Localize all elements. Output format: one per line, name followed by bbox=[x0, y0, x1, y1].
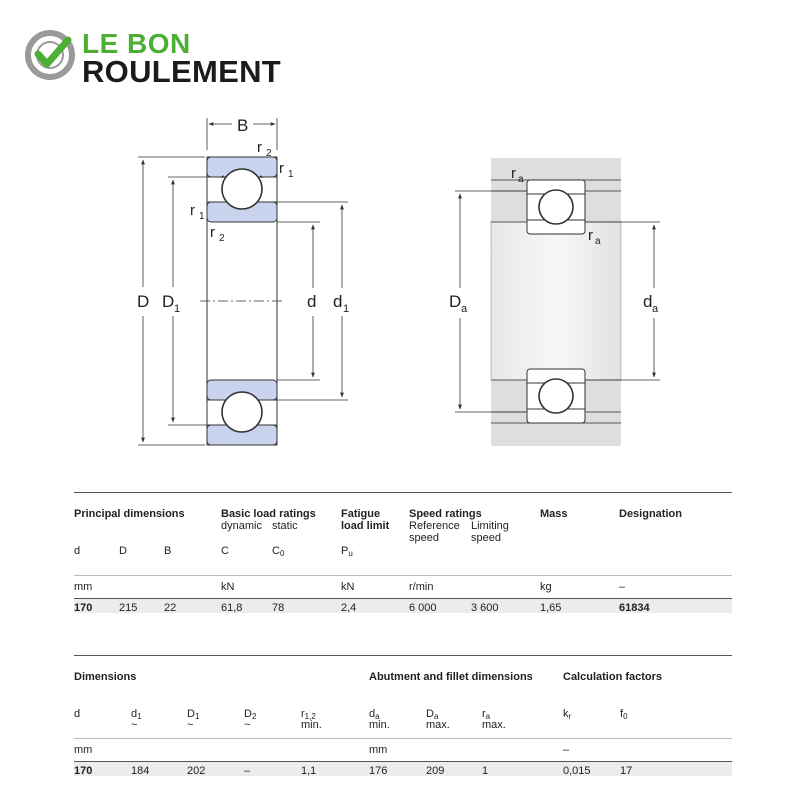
svg-text:a: a bbox=[595, 236, 601, 247]
symbol-C0: $C_0$ bbox=[272, 545, 285, 558]
unit-rpm: r/min bbox=[409, 581, 434, 593]
symbol-D: D bbox=[119, 545, 127, 557]
header-principal-dimensions: Principal dimensions bbox=[74, 508, 185, 520]
svg-text:1: 1 bbox=[343, 303, 350, 315]
bearing-section-view bbox=[200, 157, 284, 445]
label-d: d bbox=[307, 292, 317, 311]
symbol-B: B bbox=[164, 545, 172, 557]
svg-text:a: a bbox=[652, 303, 659, 315]
symbol-D1: $D_1$ bbox=[187, 708, 200, 721]
symbol-f0: $f_0$ bbox=[620, 708, 628, 721]
symbol-D2: $D_2$ bbox=[244, 708, 257, 721]
symbol-ra: $r_a$ bbox=[482, 708, 491, 721]
header-load-limit: load limit bbox=[341, 520, 390, 532]
product-data-table: Principal dimensions Basic load ratings dynamic static Fatigue load limit Speed ratings Reference speed Limiting speed Mass Designation d D B C $C_0$ $P_u$ mm kN kN r/min kg – 170 215 22 61,8 78 2,4 6 000 3 600 1,65 61834 bbox=[74, 492, 732, 616]
svg-text:1: 1 bbox=[288, 169, 294, 180]
label-r2-top: r bbox=[257, 139, 262, 156]
designation-value: 61834 bbox=[619, 602, 650, 614]
label-r1-inner: r bbox=[190, 202, 195, 219]
abutment-view bbox=[491, 158, 621, 446]
label-da: d bbox=[643, 292, 653, 311]
logo-text-le-bon: LE BON bbox=[82, 28, 191, 59]
symbol-d1: $d_1$ bbox=[131, 708, 142, 721]
unit-mm-abutment: mm bbox=[369, 744, 388, 756]
svg-text:1: 1 bbox=[199, 211, 205, 222]
subheader-static: static bbox=[272, 520, 298, 532]
label-D: D bbox=[137, 292, 150, 311]
symbol-da: $d_a$ bbox=[369, 708, 380, 721]
label-ra-inner: r bbox=[588, 227, 593, 244]
header-abutment-fillet: Abutment and fillet dimensions bbox=[369, 671, 533, 683]
unit-mm: mm bbox=[74, 744, 93, 756]
label-B: B bbox=[237, 116, 249, 135]
symbol-d: d bbox=[74, 708, 81, 720]
unit-mm: mm bbox=[74, 581, 93, 593]
unit-kg: kg bbox=[540, 581, 552, 593]
dimensions-table: Dimensions Abutment and fillet dimensions Calculation factors d $d_1$ ~ $D_1$ ~ $D_2$ ~ $r_{1,2}$ min. $d_a$ min. $D_a$ max. $r_a$ max. $k_r$ $f_0$ mm mm – 170 184 202 – 1,1 176 209 1 0,015 17 bbox=[74, 655, 732, 785]
unit-kn: kN bbox=[221, 581, 235, 593]
unit-kn-fatigue: kN bbox=[341, 581, 355, 593]
label-ra-top: r bbox=[511, 165, 516, 182]
svg-text:2: 2 bbox=[266, 148, 272, 159]
header-fatigue: Fatigue bbox=[341, 508, 381, 520]
label-d1: d bbox=[333, 292, 343, 311]
unit-designation-dash: – bbox=[619, 581, 626, 593]
label-Da: D bbox=[449, 292, 462, 311]
header-basic-load-ratings: Basic load ratings bbox=[221, 508, 316, 520]
subheader-reference: Reference bbox=[409, 520, 460, 532]
unit-calc-dash: – bbox=[563, 744, 570, 756]
symbol-Pu: $P_u$ bbox=[341, 545, 353, 558]
svg-text:a: a bbox=[518, 174, 524, 185]
svg-text:2: 2 bbox=[219, 233, 225, 244]
subheader-limiting: Limiting bbox=[471, 520, 509, 532]
symbol-Da: $D_a$ bbox=[426, 708, 439, 721]
symbol-r12: $r_{1,2}$ bbox=[301, 708, 316, 721]
subheader-dynamic: dynamic bbox=[221, 520, 262, 532]
header-calculation-factors: Calculation factors bbox=[563, 671, 663, 683]
symbol-d: d bbox=[74, 545, 81, 557]
header-speed-ratings: Speed ratings bbox=[409, 508, 482, 520]
label-D1: D bbox=[162, 292, 175, 311]
header-designation: Designation bbox=[619, 508, 682, 520]
svg-text:1: 1 bbox=[174, 303, 181, 315]
symbol-C: C bbox=[221, 545, 229, 557]
logo-text-roulement: ROULEMENT bbox=[82, 54, 282, 89]
header-mass: Mass bbox=[540, 508, 568, 520]
label-r2-inner: r bbox=[210, 224, 215, 241]
header-dimensions: Dimensions bbox=[74, 671, 137, 683]
symbol-kr: $k_r$ bbox=[563, 708, 572, 721]
svg-text:a: a bbox=[461, 303, 468, 315]
label-r1-top: r bbox=[279, 160, 284, 177]
